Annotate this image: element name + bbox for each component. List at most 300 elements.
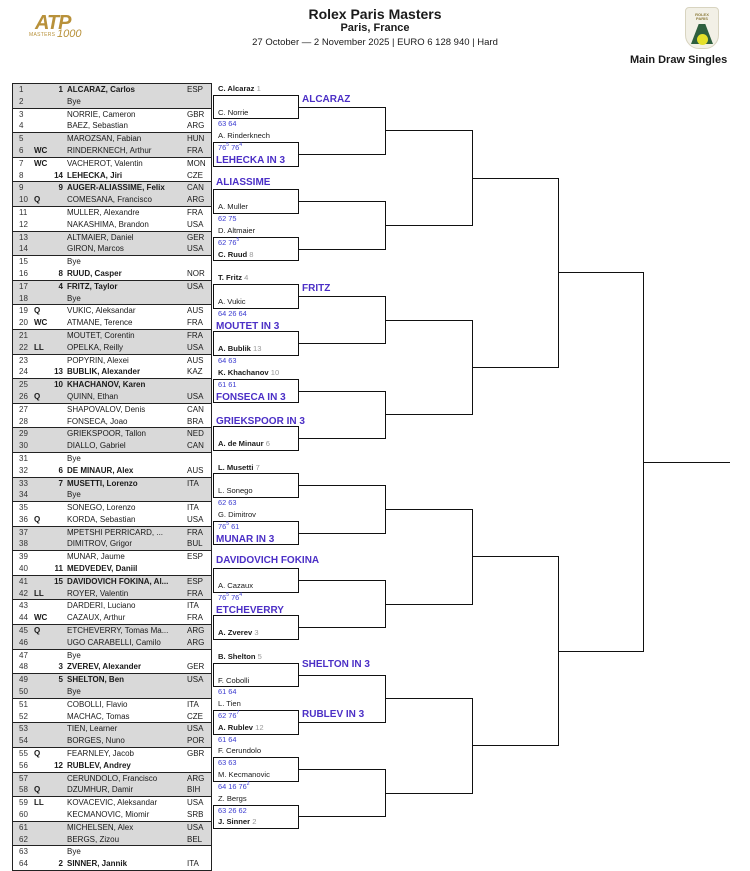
seed-number: 10 — [54, 380, 63, 390]
country-code: ESP — [187, 552, 204, 562]
round2-player[interactable] — [218, 131, 270, 141]
player-row[interactable] — [13, 686, 211, 698]
player-row[interactable] — [13, 478, 211, 490]
draw-pair — [13, 599, 211, 624]
round2-player-name: A. Muller — [218, 202, 248, 212]
draw-position: 37 — [19, 527, 28, 537]
player-name: MUSETTI, Lorenzo — [67, 478, 138, 488]
bracket-line — [213, 757, 214, 782]
draw-position: 58 — [19, 785, 28, 795]
draw-position: 46 — [19, 637, 28, 647]
player-row[interactable] — [13, 379, 211, 391]
country-code: ARG — [187, 773, 205, 783]
player-name: Bye — [67, 257, 81, 267]
prediction-label: ETCHEVERRY — [216, 604, 284, 616]
match-score: 61 61 — [218, 379, 237, 389]
player-name: Bye — [67, 687, 81, 697]
draw-position: 39 — [19, 552, 28, 562]
player-row[interactable] — [13, 711, 211, 723]
draw-position: 61 — [19, 822, 28, 832]
player-name: Bye — [67, 847, 81, 857]
round2-player[interactable] — [218, 439, 270, 449]
draw-pair — [13, 673, 211, 698]
round2-player-name: C. Alcaraz — [218, 84, 255, 93]
round2-player[interactable] — [218, 817, 256, 827]
atp-logo-masters: MASTERS — [29, 32, 56, 38]
player-name: SHAPOVALOV, Denis — [67, 404, 146, 414]
round2-player[interactable] — [218, 273, 248, 283]
bracket-line — [213, 95, 214, 120]
player-row[interactable] — [13, 232, 211, 244]
match-score: $76^5$ $76^4$ — [218, 591, 243, 602]
country-code: USA — [187, 342, 204, 352]
player-name: KHACHANOV, Karen — [67, 380, 146, 390]
player-name: COMESANA, Francisco — [67, 195, 152, 205]
prediction-label: GRIEKSPOOR IN 3 — [216, 415, 305, 427]
prediction-label: LEHECKA IN 3 — [216, 155, 286, 167]
player-row[interactable] — [13, 243, 211, 255]
bracket-line — [213, 379, 214, 404]
draw-position: 47 — [19, 650, 28, 660]
player-name: DZUMHUR, Damir — [67, 785, 134, 795]
player-name: MICHELSEN, Alex — [67, 822, 134, 832]
player-name: Bye — [67, 650, 81, 660]
player-name: DAVIDOVICH FOKINA, Al... — [67, 576, 169, 586]
player-row[interactable] — [13, 625, 211, 637]
player-row[interactable] — [13, 158, 211, 170]
bracket-line — [298, 627, 385, 628]
player-name: GIRON, Marcos — [67, 244, 124, 254]
player-row[interactable] — [13, 538, 211, 550]
country-code: BRA — [187, 416, 204, 426]
draw-pair — [13, 304, 211, 329]
entry-status: Q — [34, 514, 41, 524]
player-name: RINDERKNECH, Arthur — [67, 145, 152, 155]
round2-player[interactable] — [218, 746, 261, 756]
player-row[interactable] — [13, 760, 211, 772]
bracket-line — [472, 178, 558, 179]
draw-position: 9 — [19, 183, 24, 193]
round2-player-name: B. Shelton — [218, 651, 256, 661]
round2-player-name: T. Fritz — [218, 273, 243, 283]
country-code: FRA — [187, 330, 203, 340]
prediction-label: ALIASSIME — [216, 176, 271, 188]
entry-status: WC — [34, 613, 48, 623]
draw-position: 33 — [19, 478, 28, 488]
player-name: DIALLO, Gabriel — [67, 441, 126, 451]
draw-pair — [13, 255, 211, 280]
country-code: FRA — [187, 613, 203, 623]
bracket-line — [213, 237, 214, 262]
player-row[interactable] — [13, 637, 211, 649]
country-code: ITA — [187, 859, 199, 869]
player-row[interactable] — [13, 809, 211, 821]
bracket-line — [558, 651, 643, 652]
draw-pair — [13, 550, 211, 575]
round2-player[interactable] — [218, 486, 253, 496]
bracket-line — [213, 568, 214, 593]
bracket-line — [298, 675, 385, 676]
player-row[interactable] — [13, 355, 211, 367]
match-score: 63 64 — [218, 119, 237, 129]
seed-number: 3 — [58, 662, 63, 672]
player-row[interactable] — [13, 699, 211, 711]
draw-pair — [13, 477, 211, 502]
player-row[interactable] — [13, 194, 211, 206]
player-name: KECMANOVIC, Miomir — [67, 810, 150, 820]
bracket-line — [298, 249, 385, 250]
player-row[interactable] — [13, 268, 211, 280]
round2-player[interactable] — [218, 723, 264, 733]
draw-position: 64 — [19, 859, 28, 869]
player-name: MAROZSAN, Fabian — [67, 134, 142, 144]
entry-status: Q — [34, 306, 41, 316]
player-row[interactable] — [13, 133, 211, 145]
player-name: BUBLIK, Alexander — [67, 367, 141, 377]
player-row[interactable] — [13, 600, 211, 612]
seed-number: 11 — [54, 564, 63, 574]
bracket-line — [213, 284, 214, 309]
tournament-location: Paris, France — [340, 22, 410, 34]
player-row[interactable] — [13, 551, 211, 563]
draw-pair — [13, 747, 211, 772]
player-row[interactable] — [13, 170, 211, 182]
round2-player-name: K. Khachanov — [218, 367, 269, 377]
round2-player-name: L. Musetti — [218, 462, 254, 472]
round2-player[interactable] — [218, 794, 247, 804]
country-code: GBR — [187, 109, 205, 119]
player-name: FRITZ, Taylor — [67, 281, 118, 291]
player-name: GRIEKSPOOR, Tallon — [67, 429, 146, 439]
round2-seed: 8 — [249, 249, 254, 259]
player-row[interactable] — [13, 588, 211, 600]
bracket-line — [213, 189, 298, 190]
prediction-label: SHELTON IN 3 — [302, 659, 370, 671]
draw-position: 22 — [19, 342, 28, 352]
player-row[interactable] — [13, 120, 211, 132]
player-row[interactable] — [13, 342, 211, 354]
player-name: DE MINAUR, Alex — [67, 465, 134, 475]
draw-position: 59 — [19, 798, 28, 808]
country-code: AUS — [187, 306, 204, 316]
player-row[interactable] — [13, 773, 211, 785]
bracket-line — [213, 284, 298, 285]
draw-pair — [13, 403, 211, 428]
round2-player[interactable] — [218, 770, 270, 780]
player-row[interactable] — [13, 305, 211, 317]
draw-position: 21 — [19, 330, 28, 340]
round2-player[interactable] — [218, 84, 261, 94]
bracket-line — [213, 805, 214, 830]
bracket-line — [213, 521, 214, 546]
draw-position: 11 — [19, 207, 28, 217]
player-row[interactable] — [13, 453, 211, 465]
player-row[interactable] — [13, 145, 211, 157]
country-code: GER — [187, 662, 205, 672]
bracket-line — [558, 272, 643, 273]
round2-player[interactable] — [218, 226, 255, 236]
entry-status: Q — [34, 195, 41, 205]
bracket-line — [385, 793, 472, 794]
prediction-label: FONSECA IN 3 — [216, 391, 286, 403]
player-row[interactable] — [13, 784, 211, 796]
draw-pair — [13, 796, 211, 821]
round2-player[interactable] — [218, 108, 248, 118]
seed-number: 13 — [54, 367, 63, 377]
player-row[interactable] — [13, 256, 211, 268]
bracket-line — [298, 107, 385, 108]
bracket-line — [298, 154, 385, 155]
player-row[interactable] — [13, 293, 211, 305]
draw-pair — [13, 378, 211, 403]
country-code: ARG — [187, 121, 205, 131]
player-row[interactable] — [13, 109, 211, 121]
round2-seed: 13 — [253, 344, 262, 354]
player-row[interactable] — [13, 858, 211, 870]
bracket-line — [385, 604, 472, 605]
round2-player-name: F. Cerundolo — [218, 746, 262, 756]
country-code: USA — [187, 391, 204, 401]
round2-player-name: F. Cobolli — [218, 675, 250, 685]
draw-position: 43 — [19, 601, 28, 611]
draw-pair — [13, 132, 211, 157]
prediction-label: ALCARAZ — [302, 93, 351, 105]
entry-status: Q — [34, 785, 41, 795]
player-row[interactable] — [13, 527, 211, 539]
player-name: BAEZ, Sebastian — [67, 121, 128, 131]
player-row[interactable] — [13, 748, 211, 760]
player-name: OPELKA, Reilly — [67, 342, 124, 352]
player-name: MPETSHI PERRICARD, ... — [67, 527, 164, 537]
player-name: ROYER, Valentin — [67, 588, 129, 598]
player-row[interactable] — [13, 281, 211, 293]
draw-position: 13 — [19, 232, 28, 242]
draw-position: 56 — [19, 760, 28, 770]
player-row[interactable] — [13, 416, 211, 428]
player-name: QUINN, Ethan — [67, 391, 119, 401]
draw-position: 36 — [19, 514, 28, 524]
seed-number: 7 — [58, 478, 63, 488]
bracket-line — [385, 225, 472, 226]
draw-pair — [13, 280, 211, 305]
bracket-line — [298, 722, 385, 723]
round2-player[interactable] — [218, 676, 249, 686]
player-name: UGO CARABELLI, Camilo — [67, 637, 161, 647]
draw-position: 15 — [19, 257, 28, 267]
round2-player[interactable] — [218, 628, 259, 638]
draw-position: 6 — [19, 145, 24, 155]
draw-position: 16 — [19, 268, 28, 278]
seed-number: 14 — [54, 170, 63, 180]
country-code: BIH — [187, 785, 201, 795]
draw-position: 38 — [19, 539, 28, 549]
draw-position: 3 — [19, 109, 24, 119]
bracket-line — [298, 296, 385, 297]
player-row[interactable] — [13, 182, 211, 194]
draw-position: 42 — [19, 588, 28, 598]
draw-position: 2 — [19, 96, 24, 106]
draw-position: 51 — [19, 699, 28, 709]
bracket-line — [213, 450, 298, 451]
bracket-line — [385, 320, 472, 321]
player-row[interactable] — [13, 797, 211, 809]
player-name: MACHAC, Tomas — [67, 711, 130, 721]
bracket-line — [385, 698, 472, 699]
round2-player-name: A. Rublev — [218, 722, 254, 732]
round2-player[interactable] — [218, 463, 260, 473]
match-score: 63 63 — [218, 758, 237, 768]
tournament-info: 27 October — 2 November 2025 | EURO 6 128 940 | Hard — [252, 37, 498, 48]
player-row[interactable] — [13, 846, 211, 858]
entry-status: WC — [34, 158, 48, 168]
player-name: DIMITROV, Grigor — [67, 539, 133, 549]
player-name: ZVEREV, Alexander — [67, 662, 142, 672]
atp-logo-text: ATP — [35, 12, 71, 34]
round2-player[interactable] — [218, 652, 262, 662]
round2-player[interactable] — [218, 581, 253, 591]
bracket-line — [213, 828, 298, 829]
prediction-label: DAVIDOVICH FOKINA — [216, 555, 320, 567]
bracket-line — [643, 462, 730, 463]
draw-position: 31 — [19, 453, 28, 463]
round2-player[interactable] — [218, 202, 248, 212]
entry-status: Q — [34, 626, 41, 636]
draw-position: 14 — [19, 244, 28, 254]
player-row[interactable] — [13, 84, 211, 96]
seed-number: 2 — [58, 859, 63, 869]
player-row[interactable] — [13, 404, 211, 416]
entry-status: WC — [34, 318, 48, 328]
draw-position: 63 — [19, 847, 28, 857]
player-row[interactable] — [13, 207, 211, 219]
draw-position: 52 — [19, 711, 28, 721]
player-row[interactable] — [13, 330, 211, 342]
player-name: DARDERI, Luciano — [67, 601, 136, 611]
country-code: KAZ — [187, 367, 203, 377]
bracket-line — [472, 745, 558, 746]
draw-pair — [13, 526, 211, 551]
round2-player[interactable] — [218, 344, 262, 354]
seed-number: 12 — [54, 760, 63, 770]
player-row[interactable] — [13, 440, 211, 452]
country-code: FRA — [187, 207, 203, 217]
player-row[interactable] — [13, 576, 211, 588]
player-row[interactable] — [13, 489, 211, 501]
round2-player[interactable] — [218, 510, 256, 520]
country-code: HUN — [187, 134, 205, 144]
round2-player[interactable] — [218, 368, 279, 378]
player-row[interactable] — [13, 219, 211, 231]
round2-player[interactable] — [218, 250, 253, 260]
player-row[interactable] — [13, 391, 211, 403]
round2-player-name: C. Ruud — [218, 249, 248, 259]
round2-player-name: J. Sinner — [218, 817, 251, 827]
round2-seed: 1 — [256, 84, 261, 93]
player-row[interactable] — [13, 465, 211, 477]
player-name: ATMANE, Terence — [67, 318, 133, 328]
player-name: FEARNLEY, Jacob — [67, 749, 134, 759]
player-row[interactable] — [13, 366, 211, 378]
bracket-line — [298, 438, 385, 439]
seed-number: 9 — [58, 183, 63, 193]
player-row[interactable] — [13, 317, 211, 329]
draw-position: 53 — [19, 724, 28, 734]
round2-seed: 5 — [257, 651, 262, 661]
draw-position: 62 — [19, 834, 28, 844]
country-code: USA — [187, 724, 204, 734]
draw-position: 19 — [19, 306, 28, 316]
player-row[interactable] — [13, 834, 211, 846]
draw-position: 57 — [19, 773, 28, 783]
round2-seed: 7 — [255, 462, 260, 472]
draw-pair — [13, 772, 211, 797]
player-row[interactable] — [13, 661, 211, 673]
player-name: BERGS, Zizou — [67, 834, 120, 844]
atp-logo-tier: 1000 — [57, 28, 82, 40]
entry-status: WC — [34, 145, 48, 155]
draw-pair — [13, 845, 211, 871]
player-row[interactable] — [13, 563, 211, 575]
player-row[interactable] — [13, 428, 211, 440]
seed-number: 5 — [58, 675, 63, 685]
country-code: FRA — [187, 527, 203, 537]
draw-table — [12, 83, 212, 871]
player-name: MUNAR, Jaume — [67, 552, 125, 562]
round2-seed: 12 — [255, 722, 264, 732]
bracket-line — [385, 130, 472, 131]
round2-player[interactable] — [218, 297, 246, 307]
player-row[interactable] — [13, 723, 211, 735]
player-name: ALCARAZ, Carlos — [67, 85, 136, 94]
bracket-line — [472, 367, 558, 368]
draw-position: 40 — [19, 564, 28, 574]
player-row[interactable] — [13, 822, 211, 834]
round2-player-name: D. Altmaier — [218, 225, 256, 235]
country-code: NOR — [187, 268, 205, 278]
player-row[interactable] — [13, 96, 211, 108]
player-row[interactable] — [13, 612, 211, 624]
player-row[interactable] — [13, 650, 211, 662]
country-code: CAN — [187, 183, 204, 193]
round2-seed: 10 — [270, 367, 280, 377]
entry-status: Q — [34, 749, 41, 759]
draw-pair — [13, 354, 211, 379]
player-row[interactable] — [13, 674, 211, 686]
player-name: MULLER, Alexandre — [67, 207, 140, 217]
round2-player-name: Z. Bergs — [218, 793, 247, 803]
country-code: GER — [187, 232, 205, 242]
entry-status: Q — [34, 391, 41, 401]
match-score: $76^5$ 61 — [218, 520, 240, 531]
draw-position: 50 — [19, 687, 28, 697]
player-name: Bye — [67, 490, 81, 500]
bracket-line — [213, 95, 298, 96]
player-name: RUUD, Casper — [67, 268, 122, 278]
bracket-line — [298, 769, 385, 770]
bracket-line — [298, 533, 385, 534]
player-name: MEDVEDEV, Daniil — [67, 564, 138, 574]
round2-player-name: A. Bublik — [218, 344, 251, 354]
draw-position: 24 — [19, 367, 28, 377]
player-row[interactable] — [13, 502, 211, 514]
country-code: ITA — [187, 478, 199, 488]
player-row[interactable] — [13, 735, 211, 747]
bracket-line — [385, 414, 472, 415]
draw-position: 29 — [19, 429, 28, 439]
prediction-label: RUBLEV IN 3 — [302, 708, 365, 720]
player-row[interactable] — [13, 514, 211, 526]
round2-player[interactable] — [218, 699, 241, 709]
